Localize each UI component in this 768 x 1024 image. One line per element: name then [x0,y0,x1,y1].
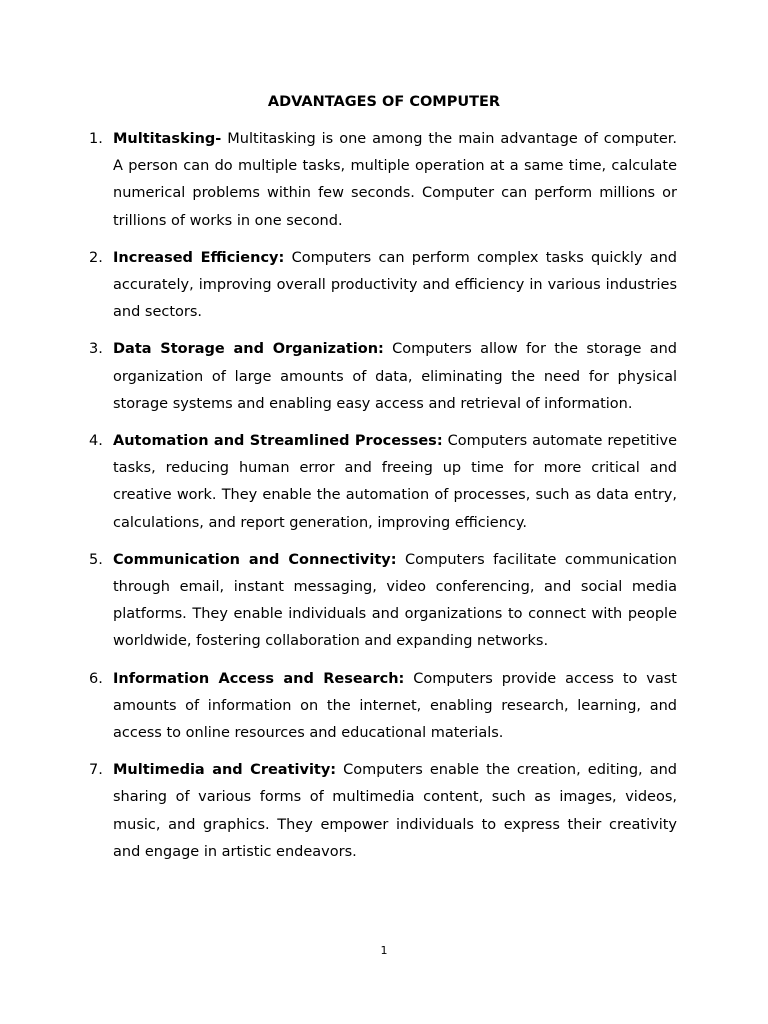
list-item-text: Computers can perform complex tasks quickly and accurately, improving overall productivity and efficiency in various industries and sectors. [113,249,677,321]
list-item-number: 6. [89,670,103,687]
page-number: 1 [380,944,388,957]
list-item-text: Computers allow for the storage and organization of large amounts of data, eliminating the need for physical storage systems and enabling easy access and retrieval of information. [113,341,677,412]
list-item [89,126,677,235]
advantages-list [89,126,677,876]
list-item-term: Automation and Streamlined Processes: [113,433,443,450]
list-item-text: Computers facilitate communication through email, instant messaging, video conferencing, and social media platforms. They enable individuals and organizations to connect with people worldwide, fostering collaboration and expanding networks. [113,551,677,650]
list-item-number: 1. [89,131,103,147]
list-item-text: Multitasking is one among the main advantage of computer. A person can do multiple tasks, multiple operation at a same time, calculate numerical problems within few seconds. Computer can perform millions or trillions of works in one second. [113,131,677,229]
list-item-text: Computers provide access to vast amounts of information on the internet, enabling research, learning, and access to online resources and educational materials. [113,670,677,742]
list-item [89,757,677,866]
list-item-term: Data Storage and Organization: [113,341,384,358]
list-item [89,245,677,327]
list-item-term: Communication and Connectivity: [113,551,397,568]
list-item [89,336,677,418]
list-item [89,428,677,537]
list-item-term: Multimedia and Creativity: [113,762,337,779]
list-item-number: 3. [89,341,103,358]
list-item-text: Computers enable the creation, editing, and sharing of various forms of multimedia content, such as images, videos, music, and graphics. They empower individuals to express their creativity and engage in artistic endeavors. [113,762,677,860]
list-item [89,666,677,748]
list-item-text: Computers automate repetitive tasks, reducing human error and freeing up time for more critical and creative work. They enable the automation of processes, such as data entry, calculations, and report generation, improving efficiency. [113,433,677,531]
list-item-number: 5. [89,551,103,568]
list-item-term: Information Access and Research: [113,670,405,687]
list-item-number: 2. [89,249,103,266]
list-item-term: Increased Efficiency: [113,249,285,266]
list-item-number: 4. [89,433,103,450]
list-item [89,547,677,656]
page-title: ADVANTAGES OF COMPUTER [267,94,501,110]
list-item-term: Multitasking- [113,131,222,147]
list-item-number: 7. [89,762,103,779]
